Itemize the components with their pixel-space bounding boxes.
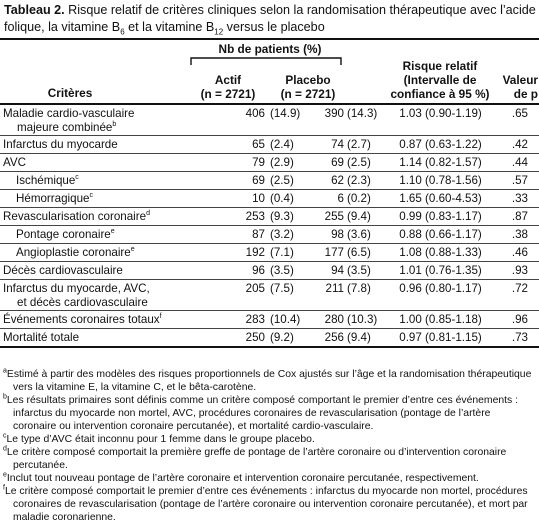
row-relative-risk: 1.10 (0.78-1.56) [399, 174, 482, 187]
footnote [3, 433, 535, 446]
row-actif-count: 10 [252, 192, 265, 205]
row-actif-count: 65 [252, 138, 265, 151]
header-placebo [268, 73, 348, 101]
row-footnote-marker: b [112, 121, 117, 129]
table-row [0, 172, 539, 190]
row-criterion-line2 [3, 121, 203, 135]
row-actif-count: 87 [252, 228, 265, 241]
row-p-value: .93 [511, 264, 528, 277]
header-actif [188, 73, 268, 101]
row-criterion [16, 244, 203, 260]
row-criterion: Décès cardiovasculaire [3, 264, 123, 277]
row-relative-risk: 1.14 (0.82-1.57) [399, 156, 482, 169]
header-p-2: de p [513, 87, 538, 101]
header-placebo-n: (n = 2721) [280, 87, 336, 101]
row-actif-pct: (2.5) [270, 174, 294, 187]
title-sub-1: 6 [120, 27, 125, 37]
row-actif-pct: (2.4) [270, 138, 294, 151]
row-actif-count: 79 [252, 156, 265, 169]
title-text-3: versus le placebo [223, 20, 325, 34]
title-text-1: Risque relatif de critères cliniques selon la randomisation thérapeutique avec l’acide folique, la vitamine B [4, 3, 536, 34]
row-criterion [3, 311, 203, 327]
footnote [3, 485, 535, 524]
row-footnote-marker: c [89, 192, 93, 200]
footnote-text: Le type d’AVC était inconnu pour 1 femme dans le groupe placebo. [6, 434, 315, 445]
row-footnote-marker: c [75, 174, 79, 182]
row-actif-count: 283 [245, 313, 265, 326]
footnote-text: Inclut tout nouveau pontage de l’artère coronaire et intervention coronaire percutanée, respectivement. [6, 473, 479, 484]
row-actif-count: 192 [245, 246, 265, 259]
row-p-value: .38 [511, 228, 528, 241]
row-criterion: Infarctus du myocarde [3, 138, 118, 151]
table-row [0, 105, 539, 136]
row-criterion: Mortalité totale [3, 331, 80, 344]
header-rr-2: (Intervalle de [403, 73, 477, 87]
row-p-value: .46 [511, 246, 528, 259]
row-actif-pct: (9.3) [270, 210, 294, 223]
row-criterion-text: Ischémique [16, 174, 76, 187]
row-placebo-pct: (9.4) [347, 331, 371, 344]
table-row [0, 244, 539, 262]
row-footnote-marker: e [110, 228, 115, 236]
row-actif-pct: (0.4) [270, 192, 294, 205]
row-placebo-count: 177 [324, 246, 344, 259]
title-sub-2: 12 [214, 27, 224, 37]
table-label: Tableau 2. [4, 3, 65, 17]
row-criterion: AVC [3, 156, 26, 169]
row-placebo-pct: (2.3) [347, 174, 371, 187]
footnotes [3, 368, 535, 524]
table-row [0, 208, 539, 226]
row-criterion [16, 226, 203, 242]
header-actif-n: (n = 2721) [200, 87, 256, 101]
row-criterion-line1: Infarctus du myocarde, AVC, [3, 282, 150, 295]
row-p-value: .73 [511, 331, 528, 344]
row-actif-pct: (14.9) [270, 107, 301, 120]
row-relative-risk: 1.03 (0.90-1.19) [399, 107, 482, 120]
results-table [0, 105, 539, 348]
footnote [3, 368, 535, 394]
table-row [0, 190, 539, 208]
row-relative-risk: 1.00 (0.85-1.18) [399, 313, 482, 326]
row-actif-count: 250 [245, 331, 265, 344]
footnote-marker: f [3, 484, 5, 492]
row-placebo-count: 69 [331, 156, 344, 169]
header-relative-risk [380, 59, 500, 101]
row-placebo-count: 98 [331, 228, 344, 241]
row-criterion [3, 280, 203, 310]
row-criterion [16, 172, 203, 188]
header-rr-3: confiance à 95 %) [390, 87, 490, 101]
footnote-text: Le critère composé comportait la première greffe de pontage de l’artère coronaire ou d’intervention coronaire percutanée. [6, 447, 507, 471]
footnote-marker: d [3, 445, 7, 453]
table-title [4, 2, 536, 41]
table-row [0, 329, 539, 348]
header-rr-1: Risque relatif [402, 59, 478, 73]
header-criteria: Critères [47, 86, 93, 100]
footnote-text: Le critère composé comportait le premier d’entre ces événements : infarctus du myocarde non mortel, procédures coronaires de revascularisation (pontage de l’artère coronaire ou intervention coronaire percutanée), et mort par maladie coronarienne. [4, 486, 528, 523]
row-placebo-count: 280 [324, 313, 344, 326]
row-criterion-line2-text: majeure combinée [17, 121, 113, 134]
footnote [3, 446, 535, 472]
table-row [0, 154, 539, 172]
row-p-value: .42 [511, 138, 528, 151]
footnote-text: Les résultats primaires sont définis comme un critère composé comportant le premier d’entre ces événements : infarctus du myocarde non mortel, AVC, procédures coronaires de revascularisation (pontage de l’artère coronaire ou intervention coronaire percutanée), et mortalité cardio-vasculaire. [6, 395, 519, 432]
table-row [0, 262, 539, 280]
row-placebo-pct: (9.4) [347, 210, 371, 223]
row-placebo-pct: (10.3) [347, 313, 378, 326]
footnote-marker: b [3, 393, 7, 401]
row-relative-risk: 1.01 (0.76-1.35) [399, 264, 482, 277]
row-relative-risk: 0.96 (0.80-1.17) [399, 282, 482, 295]
table-row [0, 136, 539, 154]
row-p-value: .57 [511, 174, 528, 187]
row-footnote-marker: d [146, 210, 150, 218]
row-criterion-text: Angioplastie coronaire [16, 246, 131, 259]
row-placebo-pct: (3.5) [347, 264, 371, 277]
row-actif-count: 406 [245, 107, 265, 120]
row-p-value: .87 [511, 210, 528, 223]
row-criterion [3, 208, 203, 224]
row-p-value: .33 [511, 192, 528, 205]
row-placebo-count: 255 [324, 210, 344, 223]
row-actif-pct: (3.5) [270, 264, 294, 277]
row-criterion-text: Revascularisation coronaire [3, 210, 147, 223]
row-relative-risk: 0.99 (0.83-1.17) [399, 210, 482, 223]
row-actif-count: 96 [252, 264, 265, 277]
row-p-value: .65 [511, 107, 528, 120]
group-header: Nb de patients (%) [218, 42, 322, 56]
row-footnote-marker: e [130, 246, 135, 254]
table-row [0, 280, 539, 311]
row-placebo-pct: (6.5) [347, 246, 371, 259]
row-actif-count: 205 [245, 282, 265, 295]
row-actif-count: 253 [245, 210, 265, 223]
row-footnote-marker: f [159, 313, 162, 321]
row-placebo-count: 390 [324, 107, 344, 120]
row-criterion [3, 105, 203, 135]
table-row [0, 311, 539, 329]
row-criterion-text: Événements coronaires totaux [3, 313, 160, 326]
row-actif-pct: (3.2) [270, 228, 294, 241]
row-criterion-line2: et décès cardiovasculaire [17, 296, 148, 309]
row-criterion-text: Hémorragique [16, 192, 90, 205]
row-actif-pct: (9.2) [270, 331, 294, 344]
row-actif-pct: (10.4) [270, 313, 301, 326]
header-p-1: Valeur [502, 73, 538, 87]
row-relative-risk: 1.08 (0.88-1.33) [399, 246, 482, 259]
row-placebo-pct: (14.3) [347, 107, 378, 120]
row-placebo-pct: (3.6) [347, 228, 371, 241]
row-relative-risk: 1.65 (0.60-4.53) [399, 192, 482, 205]
row-relative-risk: 0.87 (0.63-1.22) [399, 138, 482, 151]
header-p-value [494, 73, 538, 101]
row-placebo-count: 256 [324, 331, 344, 344]
row-placebo-count: 74 [331, 138, 344, 151]
footnote [3, 394, 535, 433]
row-placebo-pct: (2.5) [347, 156, 371, 169]
top-rule [0, 38, 539, 40]
row-criterion [16, 190, 203, 206]
title-text-2: et la vitamine B [124, 20, 215, 34]
header-actif-label: Actif [214, 73, 242, 87]
row-placebo-count: 6 [337, 192, 344, 205]
row-actif-count: 69 [252, 174, 265, 187]
row-relative-risk: 0.97 (0.81-1.15) [399, 331, 482, 344]
header-placebo-label: Placebo [285, 73, 331, 87]
footnote-marker: a [3, 367, 7, 375]
row-placebo-count: 94 [331, 264, 344, 277]
row-actif-pct: (7.1) [270, 246, 294, 259]
row-relative-risk: 0.88 (0.66-1.17) [399, 228, 482, 241]
row-criterion-line1: Maladie cardio-vasculaire [3, 107, 135, 120]
row-criterion-text: Pontage coronaire [16, 228, 111, 241]
row-placebo-pct: (2.7) [347, 138, 371, 151]
group-bracket [190, 56, 342, 66]
footnote-text: Estimé à partir des modèles des risques proportionnels de Cox ajustés sur l’âge et la randomisation thérapeutique vers la vitamine E, la vitamine C, et le bêta-carotène. [6, 369, 532, 393]
table-row [0, 226, 539, 244]
row-p-value: .72 [511, 282, 528, 295]
row-actif-pct: (7.5) [270, 282, 294, 295]
footnote-marker: e [3, 471, 7, 479]
row-placebo-count: 62 [331, 174, 344, 187]
footnote-marker: c [3, 432, 7, 440]
row-placebo-count: 211 [325, 282, 344, 295]
row-p-value: .96 [511, 313, 528, 326]
row-actif-pct: (2.9) [270, 156, 294, 169]
row-placebo-pct: (0.2) [347, 192, 371, 205]
row-placebo-pct: (7.8) [347, 282, 371, 295]
footnote [3, 472, 535, 485]
row-p-value: .44 [511, 156, 528, 169]
